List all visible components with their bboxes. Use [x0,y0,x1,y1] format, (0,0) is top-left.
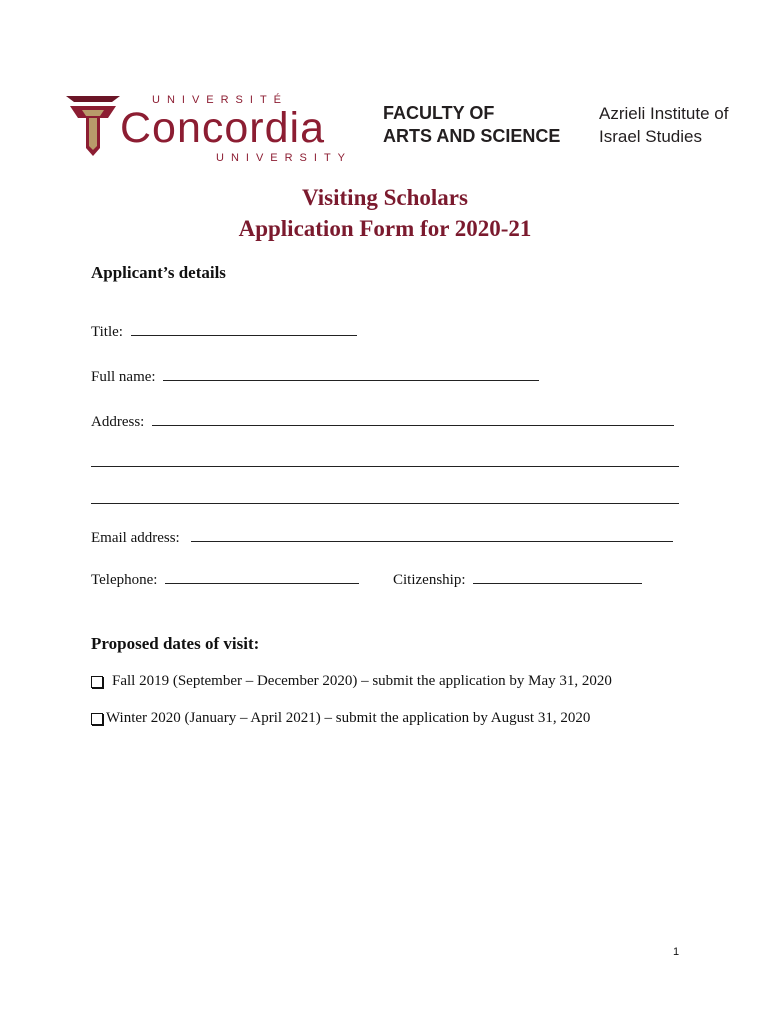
institute-name [599,102,728,148]
page-number: 1 [673,946,680,958]
telephone-label: Telephone: [91,572,158,588]
address-line-2[interactable] [91,466,679,467]
winter-checkbox[interactable] [91,713,103,725]
faculty-line-1: FACULTY OF [383,103,495,123]
email-label: Email address: [91,530,180,546]
address-field [91,411,674,431]
concordia-shield-logo [64,92,122,162]
email-field [91,527,673,547]
citizenship-field [393,569,642,589]
logo-university-text: UNIVERSITY [216,152,353,164]
email-input[interactable] [191,527,673,542]
telephone-input[interactable] [165,569,359,584]
address-line-3[interactable] [91,503,679,504]
institute-line-1: Azrieli Institute of [599,104,729,123]
fullname-input[interactable] [163,366,539,381]
form-title-line-1: Visiting Scholars [302,185,468,210]
applicant-details-heading: Applicant’s details [91,263,226,282]
logo-concordia-text: Concordia [120,104,325,152]
visit-option-winter[interactable] [91,710,590,727]
visit-option-fall[interactable] [91,673,612,690]
telephone-field [91,569,359,589]
institute-line-2: Israel Studies [599,127,702,146]
form-title-line-2: Application Form for 2020-21 [238,216,532,241]
title-field [91,321,357,341]
fall-checkbox[interactable] [91,676,103,688]
citizenship-label: Citizenship: [393,572,466,588]
title-label: Title: [91,324,123,340]
logo-universite-text: UNIVERSITÉ [152,94,289,106]
winter-option-label: Winter 2020 (January – April 2021) – submit the application by August 31, 2020 [106,710,591,726]
faculty-name [383,102,560,148]
fullname-field [91,366,539,386]
title-input[interactable] [131,321,357,336]
citizenship-input[interactable] [473,569,642,584]
proposed-dates-heading: Proposed dates of visit: [91,634,260,653]
address-input[interactable] [152,411,674,426]
fall-option-label: Fall 2019 (September – December 2020) – submit the application by May 31, 2020 [112,673,612,689]
fullname-label: Full name: [91,369,156,385]
address-label: Address: [91,414,145,430]
faculty-line-2: ARTS AND SCIENCE [383,126,561,146]
